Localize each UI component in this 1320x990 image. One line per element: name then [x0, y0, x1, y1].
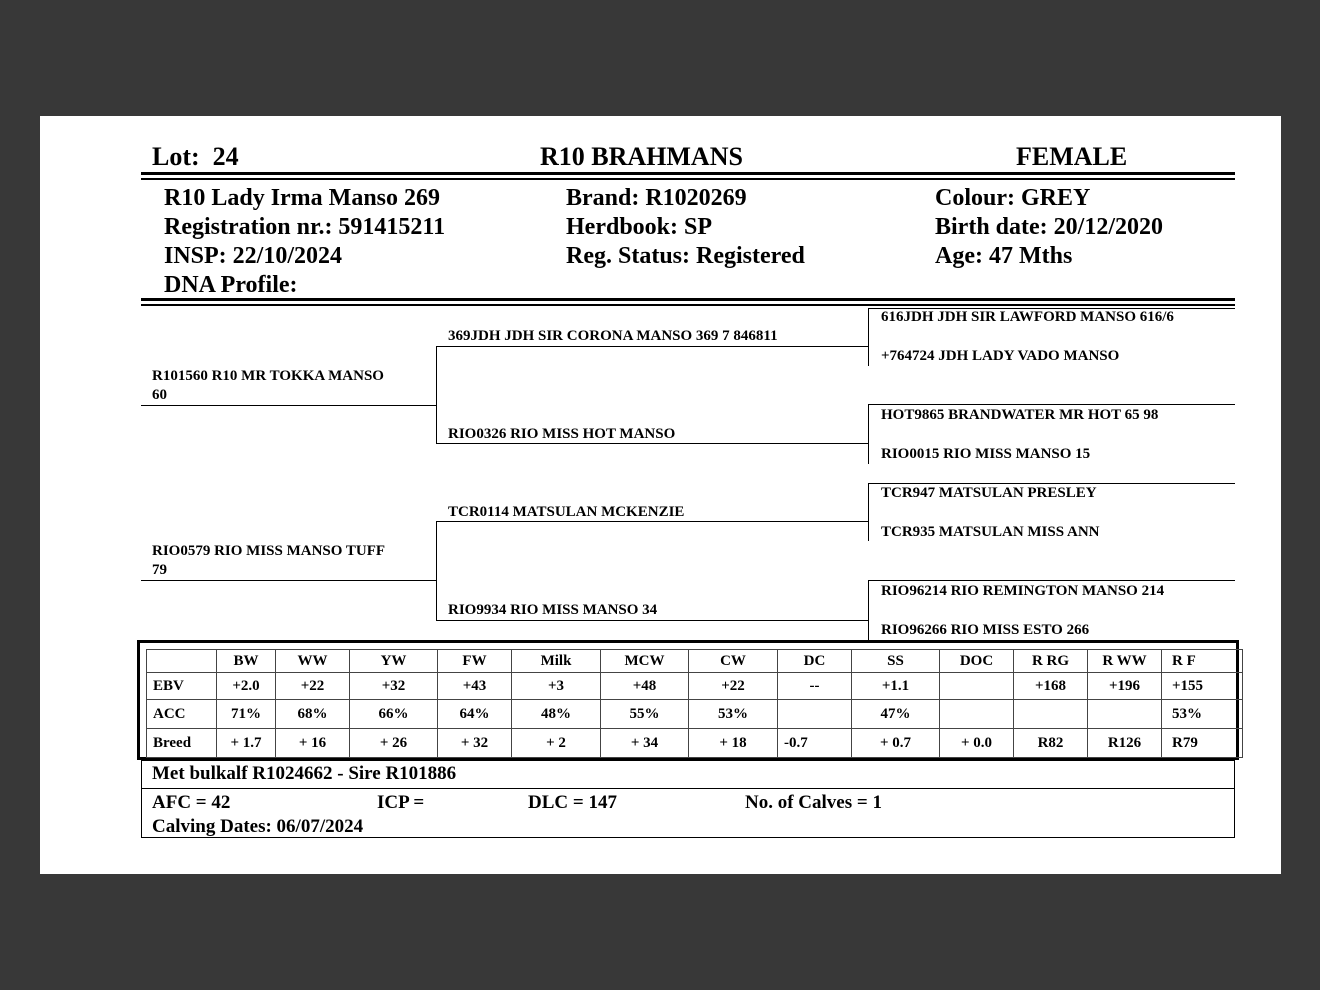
calving-dates: Calving Dates: 06/07/2024: [152, 816, 364, 837]
breed-cell: -0.7: [778, 729, 852, 758]
pedigree-sss: 616JDH JDH SIR LAWFORD MANSO 616/6: [881, 309, 1174, 325]
pedigree-dam-sire: TCR0114 MATSULAN MCKENZIE: [448, 504, 685, 520]
dss-line: [868, 483, 1235, 484]
herd-title: R10 BRAHMANS: [540, 142, 743, 171]
pedigree-sire-sire: 369JDH JDH SIR CORONA MANSO 369 7 846811: [448, 328, 778, 344]
pedigree-ssd: +764724 JDH LADY VADO MANSO: [881, 348, 1120, 364]
ebv-cell: +155: [1162, 673, 1243, 700]
acc-cell: 71%: [217, 700, 276, 729]
met-box: [141, 760, 1235, 789]
pedigree-sire-line1: R101560 R10 MR TOKKA MANSO: [152, 368, 384, 384]
lot-sheet: [40, 116, 1281, 874]
sire-line: [141, 405, 437, 406]
acc-cell: [778, 700, 852, 729]
acc-cell: 53%: [689, 700, 778, 729]
breed-cell: + 1.7: [217, 729, 276, 758]
ebv-col-header: DC: [778, 650, 852, 673]
dds-line: [868, 580, 1235, 581]
pedigree-dam-dam: RIO9934 RIO MISS MANSO 34: [448, 602, 658, 618]
pedigree-dds: RIO96214 RIO REMINGTON MANSO 214: [881, 583, 1165, 599]
pedigree-dsd: TCR935 MATSULAN MISS ANN: [881, 524, 1100, 540]
acc-cell: 66%: [350, 700, 438, 729]
acc-cell: [1014, 700, 1088, 729]
acc-cell: 64%: [438, 700, 512, 729]
pedigree-ddd: RIO96266 RIO MISS ESTO 266: [881, 622, 1090, 638]
ss-bracket: [868, 308, 869, 366]
ebv-col-header: CW: [689, 650, 778, 673]
ebv-cell: --: [778, 673, 852, 700]
animal-info-right: [935, 184, 1163, 271]
info-rule-bottom-2: [141, 304, 1235, 306]
ebv-col-header: DOC: [940, 650, 1014, 673]
ebv-col-header: FW: [438, 650, 512, 673]
ebv-col-header: YW: [350, 650, 438, 673]
pedigree-dam-line2: 79: [152, 562, 167, 578]
ebv-cell: +48: [601, 673, 689, 700]
ebv-header-row: [147, 650, 1243, 673]
acc-cell: 55%: [601, 700, 689, 729]
ebv-cell: +22: [689, 673, 778, 700]
pedigree-dss: TCR947 MATSULAN PRESLEY: [881, 485, 1097, 501]
reg-status: Reg. Status: Registered: [566, 243, 805, 269]
ds-bracket: [868, 483, 869, 541]
breed-cell: + 16: [276, 729, 350, 758]
dd-line: [436, 620, 869, 621]
pedigree-dam: [152, 542, 385, 580]
breed-cell: R79: [1162, 729, 1243, 758]
breed-cell: R126: [1088, 729, 1162, 758]
ebv-cell: +1.1: [852, 673, 940, 700]
sss-line: [868, 308, 1235, 309]
dna-profile: DNA Profile:: [164, 272, 298, 298]
birth-date: Birth date: 20/12/2020: [935, 214, 1163, 240]
ebv-cell: +32: [350, 673, 438, 700]
breed-cell: + 26: [350, 729, 438, 758]
acc-row: [147, 700, 1243, 729]
ebv-col-header: Milk: [512, 650, 601, 673]
ebv-row-label: Breed: [147, 729, 217, 758]
ebv-col-header: R RG: [1014, 650, 1088, 673]
pedigree-dam-line1: RIO0579 RIO MISS MANSO TUFF: [152, 543, 386, 559]
header-rule-top-2: [141, 178, 1235, 180]
ebv-cell: +196: [1088, 673, 1162, 700]
acc-cell: 53%: [1162, 700, 1243, 729]
ebv-col-header: WW: [276, 650, 350, 673]
header-rule-top: [141, 172, 1235, 175]
breed-cell: + 0.0: [940, 729, 1014, 758]
pedigree-sire: [152, 367, 384, 405]
ebv-col-header: R WW: [1088, 650, 1162, 673]
acc-cell: 48%: [512, 700, 601, 729]
pedigree-sdd: RIO0015 RIO MISS MANSO 15: [881, 446, 1091, 462]
ebv-col-header: R F: [1162, 650, 1243, 673]
ebv-row-label: EBV: [147, 673, 217, 700]
breed-cell: + 2: [512, 729, 601, 758]
brand: Brand: R1020269: [566, 185, 747, 211]
ebv-cell: +168: [1014, 673, 1088, 700]
ebv-col-header: [147, 650, 217, 673]
breed-cell: + 34: [601, 729, 689, 758]
sex-label: FEMALE: [1016, 142, 1128, 171]
colour: Colour: GREY: [935, 185, 1091, 211]
breed-cell: + 18: [689, 729, 778, 758]
ebv-cell: [940, 673, 1014, 700]
dlc: DLC = 147: [528, 792, 617, 813]
ebv-row: [147, 673, 1243, 700]
breed-cell: + 0.7: [852, 729, 940, 758]
pedigree-sire-line2: 60: [152, 387, 167, 403]
acc-cell: [1088, 700, 1162, 729]
pedigree-sds: HOT9865 BRANDWATER MR HOT 65 98: [881, 407, 1159, 423]
registration-number: Registration nr.: 591415211: [164, 214, 446, 240]
lot-label-text: Lot:: [152, 142, 200, 171]
dd-bracket: [868, 580, 869, 640]
breed-cell: + 32: [438, 729, 512, 758]
ebv-cell: +22: [276, 673, 350, 700]
met-bulkalf: Met bulkalf R1024662 - Sire R101886: [152, 763, 457, 784]
animal-name: R10 Lady Irma Manso 269: [164, 185, 441, 211]
ds-line: [436, 521, 869, 522]
ebv-col-header: BW: [217, 650, 276, 673]
insp-date: INSP: 22/10/2024: [164, 243, 343, 269]
ebv-cell: +43: [438, 673, 512, 700]
dam-bracket: [436, 522, 437, 620]
calving-box: [141, 788, 1235, 838]
herdbook: Herdbook: SP: [566, 214, 713, 240]
sire-bracket: [436, 346, 437, 444]
dam-line: [141, 580, 437, 581]
animal-info-left: [164, 184, 445, 300]
ebv-col-header: SS: [852, 650, 940, 673]
icp: ICP =: [377, 792, 425, 813]
sds-line: [868, 404, 1235, 405]
ebv-cell: +3: [512, 673, 601, 700]
animal-info-middle: [566, 184, 805, 271]
ebv-cell: +2.0: [217, 673, 276, 700]
info-rule-bottom: [141, 298, 1235, 301]
acc-cell: 68%: [276, 700, 350, 729]
sd-line: [436, 443, 869, 444]
sd-bracket: [868, 404, 869, 464]
breed-cell: R82: [1014, 729, 1088, 758]
no-of-calves: No. of Calves = 1: [745, 792, 882, 813]
acc-cell: 47%: [852, 700, 940, 729]
pedigree-sire-dam: RIO0326 RIO MISS HOT MANSO: [448, 426, 676, 442]
age: Age: 47 Mths: [935, 243, 1073, 269]
ebv-table: [146, 649, 1243, 758]
ebv-col-header: MCW: [601, 650, 689, 673]
ebv-row-label: ACC: [147, 700, 217, 729]
ss-line: [436, 346, 869, 347]
breed-row: [147, 729, 1243, 758]
afc: AFC = 42: [152, 792, 231, 813]
ebv-table-frame: [137, 640, 1239, 760]
acc-cell: [940, 700, 1014, 729]
lot-number: 24: [212, 142, 239, 171]
lot-label: [152, 142, 239, 172]
